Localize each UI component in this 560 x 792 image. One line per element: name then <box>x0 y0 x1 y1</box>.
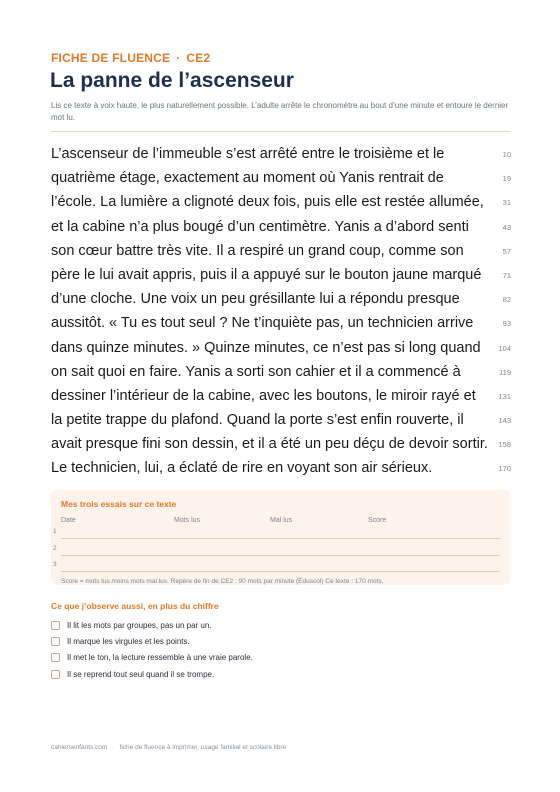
page-title: La panne de l’ascenseur <box>50 69 294 92</box>
word-count: 43 <box>502 222 511 232</box>
checklist-item[interactable] <box>51 633 253 649</box>
reading-line <box>51 408 511 432</box>
footer-separator: · <box>112 744 115 751</box>
reading-line <box>51 456 511 480</box>
header-divider <box>51 131 510 132</box>
checkbox[interactable] <box>51 621 60 630</box>
score-note: Score = mots lus moins mots mal lus. Repère de fin de CE2 : 90 mots par minute (Éduscol) Ce texte : 170 mots. <box>61 578 384 585</box>
reading-line <box>51 263 511 287</box>
column-words-read: Mots lus <box>174 517 201 524</box>
footer-site: cahiersenfants.com <box>51 744 108 751</box>
column-date: Date <box>61 517 76 524</box>
checklist-label: Il se reprend tout seul quand il se trompe. <box>67 669 215 679</box>
checkbox[interactable] <box>51 637 60 646</box>
checklist-label: Il lit les mots par groupes, pas un par un. <box>67 620 212 630</box>
observations-title: Ce que j’observe aussi, en plus du chiffre <box>51 601 219 611</box>
word-count: 131 <box>498 391 511 401</box>
line-text: on sait quoi en faire. Yanis a sorti son cahier et il a commencé à <box>51 363 461 380</box>
reading-line <box>51 384 511 408</box>
word-count: 71 <box>502 270 511 280</box>
line-text: dessiner l’intérieur de la cabine, avec les boutons, le miroir rayé et <box>51 387 476 404</box>
attempts-panel <box>51 490 510 585</box>
attempt-row-line[interactable] <box>61 571 500 572</box>
reading-line <box>51 287 511 311</box>
word-count: 31 <box>502 198 511 208</box>
word-count: 82 <box>502 295 511 305</box>
attempt-row-number: 1 <box>53 528 57 535</box>
word-count: 104 <box>498 343 511 353</box>
checklist-label: Il met le ton, la lecture ressemble à une vraie parole. <box>67 653 253 663</box>
word-count: 143 <box>498 416 511 426</box>
attempt-row-number: 3 <box>53 561 57 568</box>
word-count: 93 <box>502 319 511 329</box>
worksheet-kicker <box>51 51 210 65</box>
line-text: la petite trappe du plafond. Quand la porte s’est enfin rouverte, il <box>51 412 464 429</box>
reading-line <box>51 336 511 360</box>
checkbox[interactable] <box>51 670 60 679</box>
column-score: Score <box>368 517 387 524</box>
reading-line <box>51 311 511 335</box>
line-text: père le lui avait appris, puis il a appuyé sur le bouton jaune marqué <box>51 266 482 283</box>
line-text: avait presque fini son dessin, et il a été un peu déçu de devoir sortir. <box>51 436 488 453</box>
word-count: 119 <box>499 367 511 377</box>
line-text: dans quinze minutes. » Quinze minutes, ce n’est pas si long quand <box>51 339 481 356</box>
reading-line <box>51 360 511 384</box>
attempt-row-line[interactable] <box>61 538 500 539</box>
instructions-text: Lis ce texte à voix haute, le plus naturellement possible. L’adulte arrête le chronomètre au bout d’une minute et entoure le dernier mot lu. <box>51 101 509 122</box>
reading-line <box>51 432 511 456</box>
checklist-item[interactable] <box>51 650 253 666</box>
line-text: son cœur battre très vite. Il a respiré un grand coup, comme son <box>51 242 464 259</box>
line-text: Le technicien, lui, a éclaté de rire en voyant son air sérieux. <box>51 460 433 477</box>
kicker-level: CE2 <box>186 51 211 65</box>
checklist-item[interactable] <box>51 617 253 633</box>
checkbox[interactable] <box>51 653 60 662</box>
kicker-label: FICHE DE FLUENCE <box>51 51 171 65</box>
word-count: 10 <box>502 150 511 159</box>
reading-line <box>51 239 511 263</box>
reading-line <box>51 142 511 166</box>
reading-line <box>51 215 511 239</box>
word-count: 19 <box>502 174 511 184</box>
line-text: quatrième étage, exactement au moment où Yanis rentrait de <box>51 170 444 187</box>
footer-description: fiche de fluence à imprimer, usage familial et scolaire libre <box>119 744 287 751</box>
line-text: l’école. La lumière a clignoté deux fois, puis elle est restée allumée, <box>51 194 484 211</box>
line-text: et la cabine n’a plus bougé d’un centimètre. Yanis a d’abord senti <box>51 218 469 235</box>
attempts-title: Mes trois essais sur ce texte <box>61 499 177 509</box>
line-text: d’une cloche. Une voix un peu grésillante lui a répondu presque <box>51 291 460 308</box>
reading-line <box>51 166 511 190</box>
reading-line <box>51 190 511 214</box>
word-count: 158 <box>498 440 511 450</box>
checklist-item[interactable] <box>51 666 253 682</box>
attempt-row-line[interactable] <box>61 555 500 556</box>
column-misread: Mal lus <box>270 517 293 524</box>
kicker-separator: · <box>176 51 181 65</box>
page-footer <box>51 744 286 751</box>
word-count: 57 <box>502 246 511 256</box>
line-text: L’ascenseur de l’immeuble s’est arrêté entre le troisième et le <box>51 146 445 162</box>
checklist-label: Il marque les virgules et les points. <box>67 636 190 646</box>
attempt-row-number: 2 <box>53 545 57 552</box>
word-count: 170 <box>498 464 511 474</box>
line-text: aussitôt. « Tu es tout seul ? Ne t’inquiète pas, un technicien arrive <box>51 315 474 332</box>
reading-text <box>51 142 511 481</box>
observations-checklist <box>51 617 253 682</box>
